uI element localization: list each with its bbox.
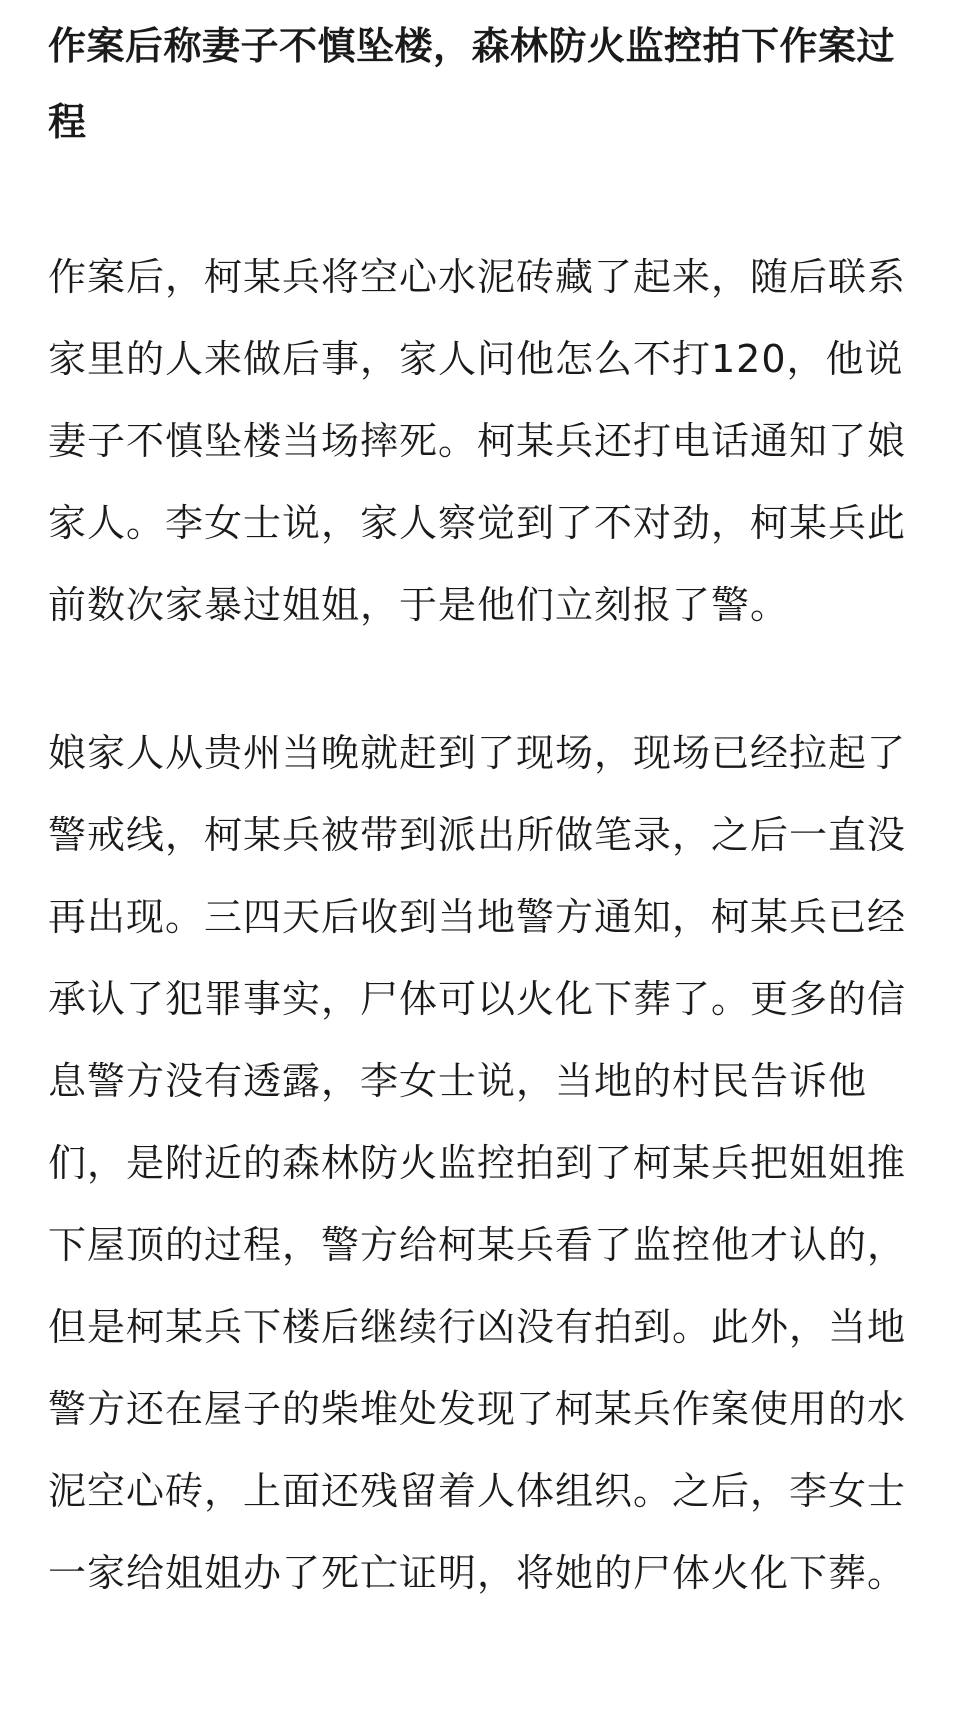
article-paragraph-1: 作案后，柯某兵将空心水泥砖藏了起来，随后联系家里的人来做后事，家人问他怎么不打120，他说妻子不慎坠楼当场摔死。柯某兵还打电话通知了娘家人。李女士说，家人察觉到了不对劲，柯某兵此前数次家暴过姐姐，于是他们立刻报了警。 bbox=[48, 255, 907, 627]
article-title: 作案后称妻子不慎坠楼，森林防火监控拍下作案过程 bbox=[48, 24, 896, 144]
article-paragraph-2: 娘家人从贵州当晚就赶到了现场，现场已经拉起了警戒线，柯某兵被带到派出所做笔录，之后一直没再出现。三四天后收到当地警方通知，柯某兵已经承认了犯罪事实，尸体可以火化下葬了。更多的信息警方没有透露，李女士说，当地的村民告诉他们，是附近的森林防火监控拍到了柯某兵把姐姐推下屋顶的过程，警方给柯某兵看了监控他才认的，但是柯某兵下楼后继续行凶没有拍到。此外，当地警方还在屋子的柴堆处发现了柯某兵作案使用的水泥空心砖，上面还残留着人体组织。之后，李女士一家给姐姐办了死亡证明，将她的尸体火化下葬。 bbox=[48, 731, 907, 1595]
